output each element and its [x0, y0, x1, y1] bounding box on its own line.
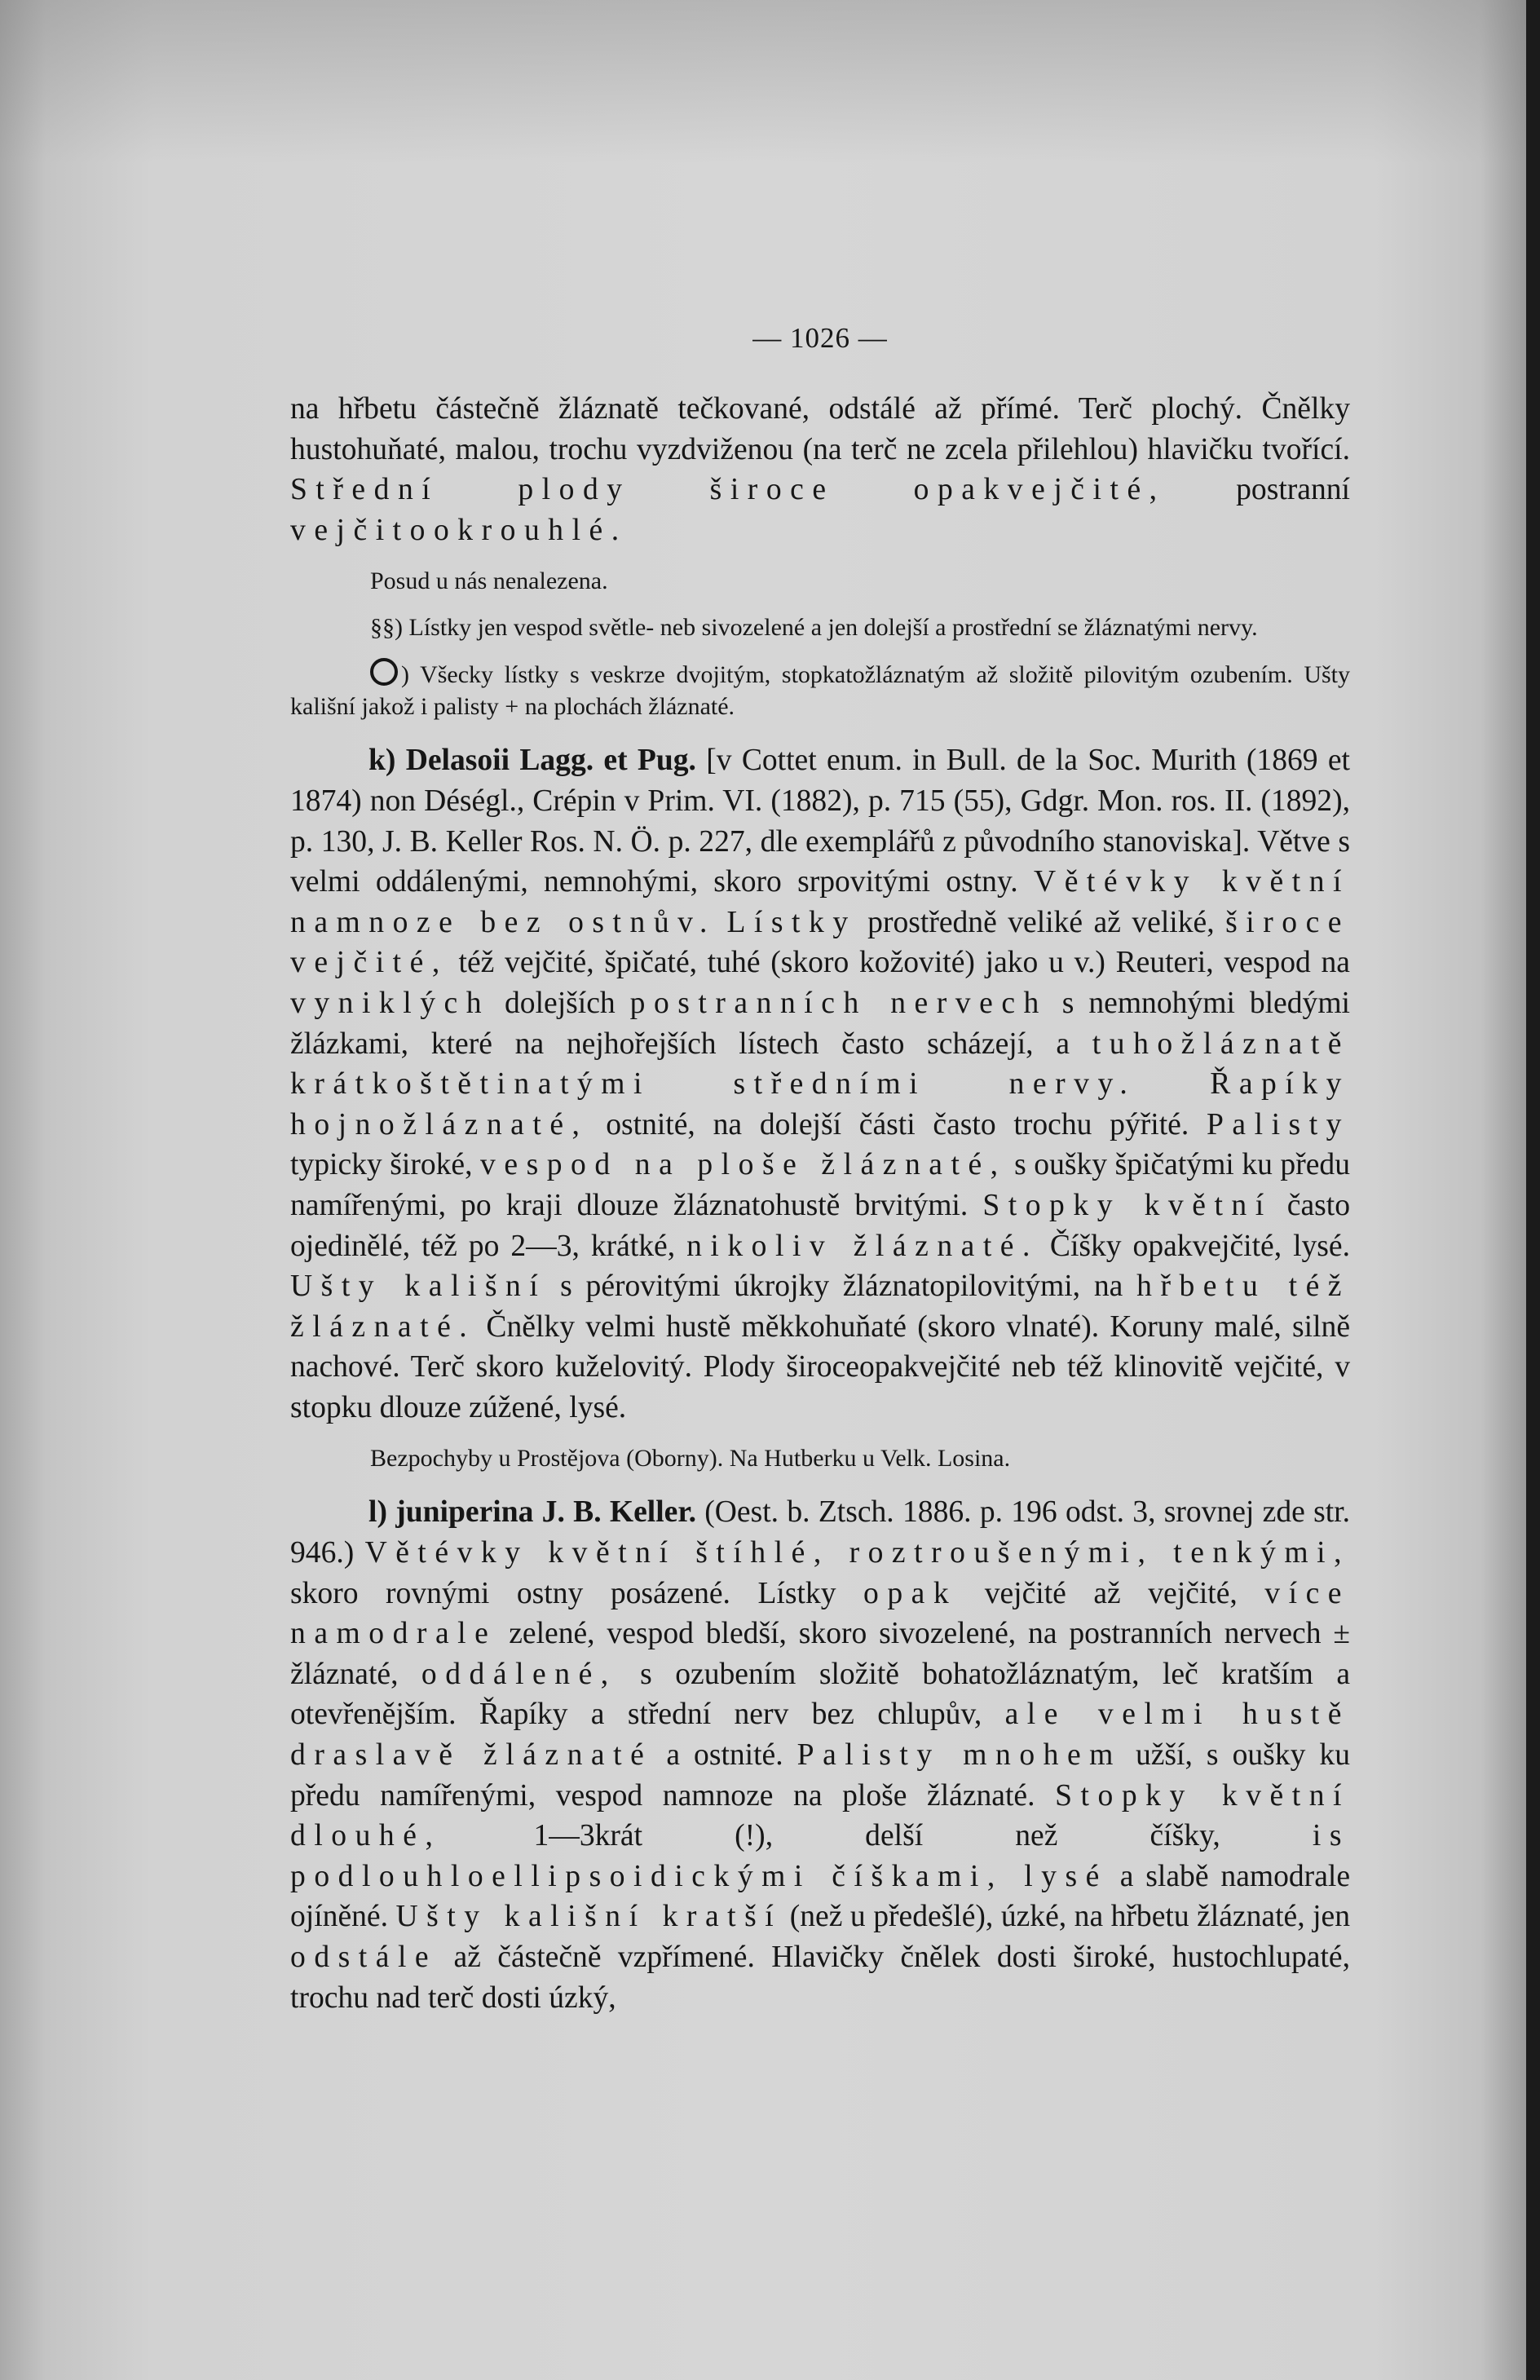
text-run: Ušty kališní [290, 1269, 547, 1304]
text-run: tuhožláznatě krátkoštětinatými středními nervy. [290, 1027, 1350, 1102]
footnote-symbol: §§) [370, 614, 403, 642]
text-run: Stopky květní dlouhé, [290, 1778, 1350, 1853]
locality-note: Bezpochyby u Prostějova (Oborny). Na Hutberku u Velk. Losina. [370, 1445, 1011, 1473]
text-run: oddálené, [421, 1657, 617, 1691]
text-run [1136, 1067, 1210, 1101]
text-run: ostnité, na dolejší části často trochu pýřité. [588, 1107, 1207, 1141]
footnote-text: Lístky jen vespod světle- neb sivozelené a jen dolejší a prostřední se žláznatými nervy. [408, 614, 1258, 642]
text-run: prostředně veliké až veliké, [856, 905, 1226, 939]
page-content [290, 322, 1350, 2018]
footnote-circle-symbol: ) [401, 661, 409, 689]
text-run: s oušky špičatými ku předu namířenými, po kraji dlouze žláznatohustě brvitými. [290, 1148, 1350, 1222]
text-run: (Oest. b. Ztsch. 1886. p. 196 odst. 3, srovnej zde str. 946.) [290, 1495, 1350, 1570]
footnote-section [290, 612, 1350, 643]
text-run: ale velmi hustě draslavě žláznaté [290, 1698, 1350, 1773]
text-run: Palisty mnohem [796, 1738, 1122, 1773]
text-run: široce vejčité, [290, 905, 1350, 980]
text-run: nikoliv žláznaté. [686, 1229, 1039, 1263]
text-run: dolejších [490, 986, 630, 1020]
text-run: vejčitookrouhlé. [290, 513, 628, 547]
note-not-found: Posud u nás nenalezena. [370, 567, 608, 595]
text-run: Palisty [1206, 1107, 1350, 1141]
text-run: vespod na ploše žláznaté, [480, 1148, 1007, 1182]
text-run: a slabě namodrale ojíněné. [290, 1859, 1350, 1934]
text-run: zelené, vespod bledší, skoro sivozelené, na postranních nervech ± žláznaté, [290, 1617, 1350, 1691]
text-run: často ojedinělé, též po 2—3, krátké, [290, 1188, 1350, 1263]
page-number: — 1026 — [752, 322, 888, 354]
text-run: Delasoii Lagg. et Pug. [405, 744, 696, 778]
text-run: vyniklých [290, 986, 491, 1020]
scan-shading [0, 0, 1526, 163]
scan-border [1526, 0, 1540, 2380]
text-run: opak [863, 1576, 958, 1610]
paragraph-continuation [290, 389, 1350, 550]
text-run: užší, s oušky ku předu namířenými, vespod namnoze na ploše žláznaté. [290, 1738, 1350, 1813]
text-run: k) [368, 744, 406, 778]
text-run: vejčité až vejčité, [957, 1576, 1265, 1610]
footnote-text: Všecky lístky s veskrze dvojitým, stopkatožláznatým až složitě pilovitým ozubením. Ušty kališní jakož i palisty + na plochách žláznaté. [290, 661, 1350, 721]
text-run: Lístky [726, 905, 857, 939]
text-run [716, 906, 726, 939]
text-run: Stopky květní [982, 1188, 1273, 1222]
text-run: hřbetu též žláznaté. [290, 1269, 1350, 1344]
text-run: skoro rovnými ostny posázené. Lístky [290, 1576, 863, 1610]
text-run: též vejčité, špičaté, tuhé (skoro kožovité) jako u v.) Reuteri, vespod na [448, 946, 1350, 980]
text-run: is podlouhloellipsoidickými číškami, lysé [290, 1819, 1350, 1893]
text-run: Číšky opakvejčité, lysé. [1038, 1229, 1350, 1263]
text-run: typicky široké, [290, 1148, 481, 1182]
text-run: Větévky květní namnoze bez ostnův. [290, 865, 1350, 939]
text-run: Řapíky hojnožláznaté, [290, 1067, 1350, 1141]
text-run: [v Cottet enum. in Bull. de la Soc. Murith (1869 et 1874) non Déségl., Crépin v Prim. VI. (1882), p. 715 (55), Gdgr. Mon. ros. II. (1892), p. 130, J. B. Keller Ros. N. Ö. p. 227, dle exemplářů z původního stanoviska]. Větve s velmi oddálenými, nemnohými, skoro srpovitými ostny. [290, 744, 1350, 899]
text-run: Větévky květní štíhlé, roztroušenými, tenkými, [364, 1536, 1351, 1570]
text-run: Ušty kališní kratší [395, 1900, 783, 1934]
text-run: l) [368, 1495, 396, 1530]
text-run: postranních nervech [629, 986, 1048, 1020]
circle-symbol-icon [370, 658, 398, 686]
text-run: s pérovitými úkrojky žláznatopilovitými, na [546, 1269, 1137, 1304]
text-run: s nemnohými bledými žlázkami, které na nejhořejších lístech často scházejí, a [290, 986, 1350, 1061]
text-run: (než u předešlé), úzké, na hřbetu žláznaté, jen [782, 1900, 1350, 1934]
paragraph-delasoii [290, 740, 1350, 1428]
text-run: Čnělky velmi hustě měkkohuňaté (skoro vlnaté). Koruny malé, silně nachové. Terč skoro kuželovitý. Plody široceopakvejčité neb též klinovitě vejčité, v stopku dlouze zúžené, lysé. [290, 1309, 1350, 1424]
text-run: více namodrale [290, 1576, 1350, 1651]
text-run: a ostnité. [652, 1738, 797, 1773]
text-run: 1—3krát (!), delší než číšky, [441, 1819, 1313, 1853]
text-run: juniperina J. B. Keller. [395, 1495, 696, 1530]
text-run: až částečně vzpřímené. Hlavičky čnělek dosti široké, hustochlupaté, trochu nad terč dosti úzký, [290, 1941, 1350, 2015]
paragraph-juniperina [290, 1492, 1350, 2018]
text-run: postranní [1165, 473, 1350, 507]
text-run: na hřbetu částečně žláznatě tečkované, odstálé až přímé. Terč plochý. Čnělky hustohuňaté, malou, trochu vyzdviženou (na terč ne zcela přilehlou) hlavičku tvořící. [290, 392, 1350, 466]
text-run: s ozubením složitě bohatožláznatým, leč kratším a otevřenějším. Řapíky a střední nerv bez chlupův, [290, 1657, 1351, 1732]
text-run: Střední plody široce opakvejčité, [290, 473, 1166, 507]
footnote-circle [290, 658, 1350, 722]
text-run: odstále [290, 1941, 438, 1974]
